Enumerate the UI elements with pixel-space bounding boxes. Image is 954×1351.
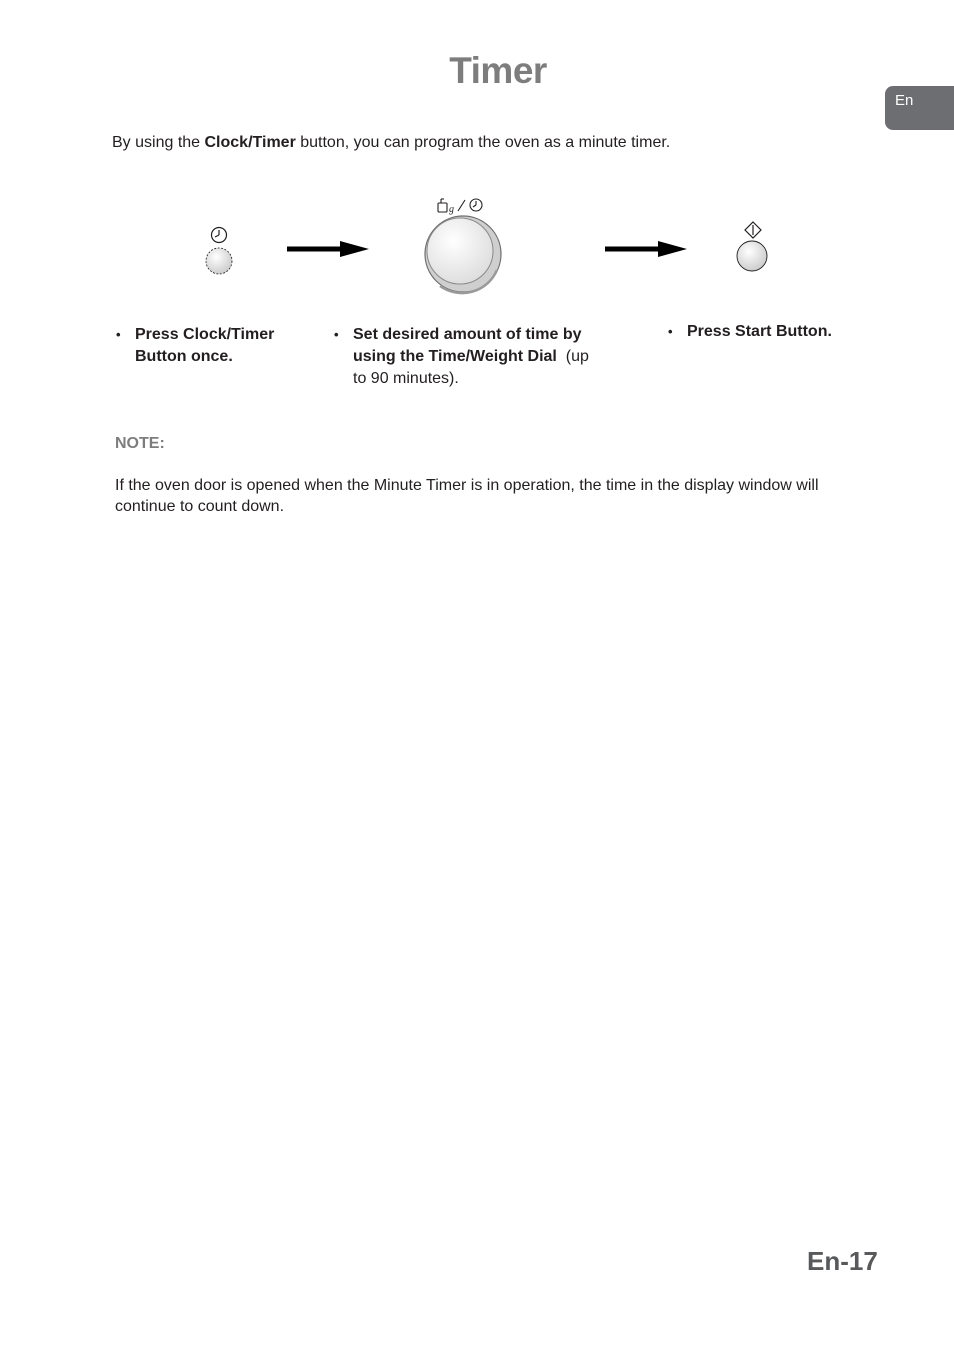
note-heading: NOTE:: [115, 435, 165, 452]
step-2-note: (up to 90 minutes).: [353, 348, 589, 387]
step-1: [116, 324, 315, 368]
language-tab: [885, 86, 954, 130]
weight-icon: [438, 199, 447, 212]
start-button[interactable]: [737, 222, 767, 271]
step-bullet: •: [668, 324, 673, 339]
step-1-text: Press Clock/Timer Button once.: [135, 326, 275, 365]
timer-diagram: [0, 190, 954, 300]
arrow-right-icon: [605, 241, 687, 257]
intro-bold: Clock/Timer: [204, 134, 296, 151]
step-bullet: •: [116, 327, 121, 342]
intro-text: [112, 134, 670, 152]
time-weight-dial[interactable]: [425, 199, 501, 293]
note-body: If the oven door is opened when the Minute Timer is in operation, the time in the display window will continue to count down.: [115, 477, 819, 515]
step-2: [334, 324, 593, 390]
clock-icon: [470, 199, 482, 211]
step-3-text: Press Start Button.: [687, 323, 832, 340]
intro-prefix: By using the: [112, 134, 205, 151]
step-2-text: Set desired amount of time by using the Time/Weight Dial: [353, 326, 582, 365]
weight-unit-label: g: [449, 204, 454, 215]
step-bullet: •: [334, 327, 339, 342]
page-title: Timer: [449, 50, 547, 91]
clock-icon: [212, 228, 227, 243]
clock-timer-button[interactable]: [206, 228, 232, 275]
intro-suffix: button, you can program the oven as a minute timer.: [295, 134, 671, 151]
start-icon: [745, 222, 761, 238]
arrow-right-icon: [287, 241, 369, 257]
language-tab-label: En: [895, 92, 914, 109]
slash-divider: [458, 200, 465, 211]
step-3: [668, 321, 887, 343]
page-number: En-17: [807, 1246, 878, 1276]
